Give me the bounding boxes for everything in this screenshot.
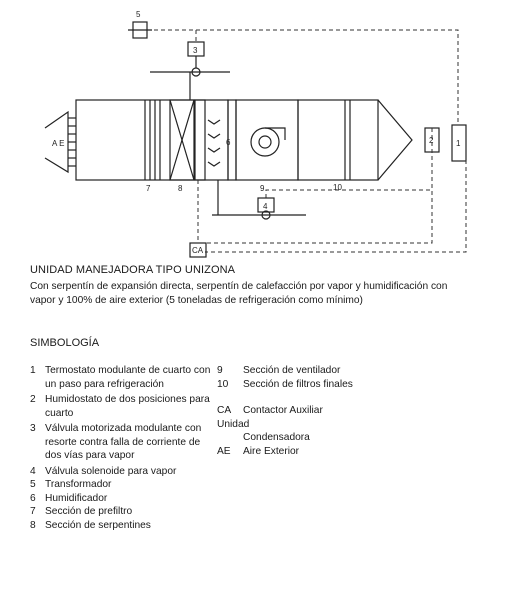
legend-number: AE bbox=[217, 445, 231, 457]
label-10: 10 bbox=[333, 183, 342, 192]
final-filters-section bbox=[298, 100, 378, 180]
legend-number: 8 bbox=[30, 519, 36, 531]
legend-item bbox=[30, 478, 215, 492]
control-wire-humidostat bbox=[205, 128, 432, 243]
legend-item bbox=[30, 465, 215, 479]
hvac-diagram bbox=[0, 0, 529, 260]
legend-item bbox=[30, 505, 215, 519]
control-wire-valve4 bbox=[266, 190, 432, 198]
legend-number: 2 bbox=[30, 394, 36, 405]
coil-section-2 bbox=[195, 100, 205, 180]
legend-number: 6 bbox=[30, 492, 36, 504]
label-9: 9 bbox=[260, 184, 265, 193]
legend-text: Humidostato de dos posiciones para cuarto bbox=[45, 394, 210, 419]
humidifier-nozzle bbox=[208, 162, 220, 166]
legend-text: Sección de filtros finales bbox=[243, 378, 353, 390]
humidifier-nozzle bbox=[208, 148, 220, 152]
legend-number: 10 bbox=[217, 378, 229, 390]
legend-number: CA bbox=[217, 405, 232, 416]
legend-item bbox=[30, 519, 215, 533]
legend-text: Humidificador bbox=[45, 492, 108, 504]
legend-number: 3 bbox=[30, 423, 36, 434]
legend-text: Aire Exterior bbox=[243, 445, 300, 457]
label-6: 6 bbox=[226, 138, 231, 147]
label-5: 5 bbox=[136, 10, 141, 19]
legend-item bbox=[30, 393, 215, 420]
fan-scroll bbox=[265, 128, 285, 140]
humidifier-nozzle bbox=[208, 134, 220, 138]
legend-number: Unidad bbox=[217, 418, 250, 430]
legend-number: 5 bbox=[30, 479, 36, 490]
label-ae: A E bbox=[52, 139, 65, 148]
legend-item bbox=[217, 404, 407, 418]
legend-number: 7 bbox=[30, 506, 36, 517]
label-ca: CA bbox=[192, 246, 204, 255]
legend-number bbox=[217, 431, 243, 445]
label-1: 1 bbox=[456, 139, 461, 148]
legend-number: 9 bbox=[217, 365, 223, 376]
legend-number: 4 bbox=[30, 465, 36, 477]
legend-item bbox=[30, 492, 215, 506]
label-2: 2 bbox=[429, 136, 434, 145]
legend-item bbox=[217, 364, 407, 378]
legend-text: Sección de serpentines bbox=[45, 519, 151, 531]
fan-icon bbox=[251, 128, 279, 156]
legend-text: Válvula solenoide para vapor bbox=[45, 465, 177, 477]
caption-title: UNIDAD MANEJADORA TIPO UNIZONA bbox=[30, 264, 236, 276]
legend-item bbox=[217, 418, 407, 432]
legend-text: Transformador bbox=[45, 479, 112, 490]
label-3: 3 bbox=[193, 46, 198, 55]
label-4: 4 bbox=[263, 202, 268, 211]
legend-text: Condensadora bbox=[243, 432, 310, 443]
legend-left bbox=[30, 364, 215, 532]
legend-item bbox=[30, 364, 215, 391]
legend-text: Termostato modulante de cuarto con un paso para refrigeración bbox=[45, 365, 211, 390]
symbology-title: SIMBOLOGÍA bbox=[30, 337, 100, 349]
fan-section bbox=[236, 100, 298, 180]
legend-item bbox=[30, 422, 215, 463]
legend-number: 1 bbox=[30, 365, 36, 376]
legend-item bbox=[217, 445, 407, 459]
caption-text: Con serpentín de expansión directa, serpentín de calefacción por vapor y humidificación con vapor y 100% de aire exterior (5 toneladas de refrigeración como mínimo) bbox=[30, 281, 448, 306]
legend-text: Válvula motorizada modulante con resorte contra falla de corriente de dos vías para vapor bbox=[45, 423, 202, 461]
legend-item bbox=[217, 431, 407, 445]
discharge-outlet bbox=[378, 100, 412, 180]
label-7: 7 bbox=[146, 184, 151, 193]
humidifier-nozzle bbox=[208, 120, 220, 124]
legend-right bbox=[217, 364, 407, 458]
legend-item bbox=[217, 378, 407, 392]
legend-text: Sección de ventilador bbox=[243, 365, 341, 376]
fan-hub bbox=[259, 136, 271, 148]
control-wire-ca bbox=[205, 160, 466, 252]
label-8: 8 bbox=[178, 184, 183, 193]
legend-text: Contactor Auxiliar bbox=[243, 405, 323, 416]
legend-text: Sección de prefiltro bbox=[45, 506, 133, 517]
